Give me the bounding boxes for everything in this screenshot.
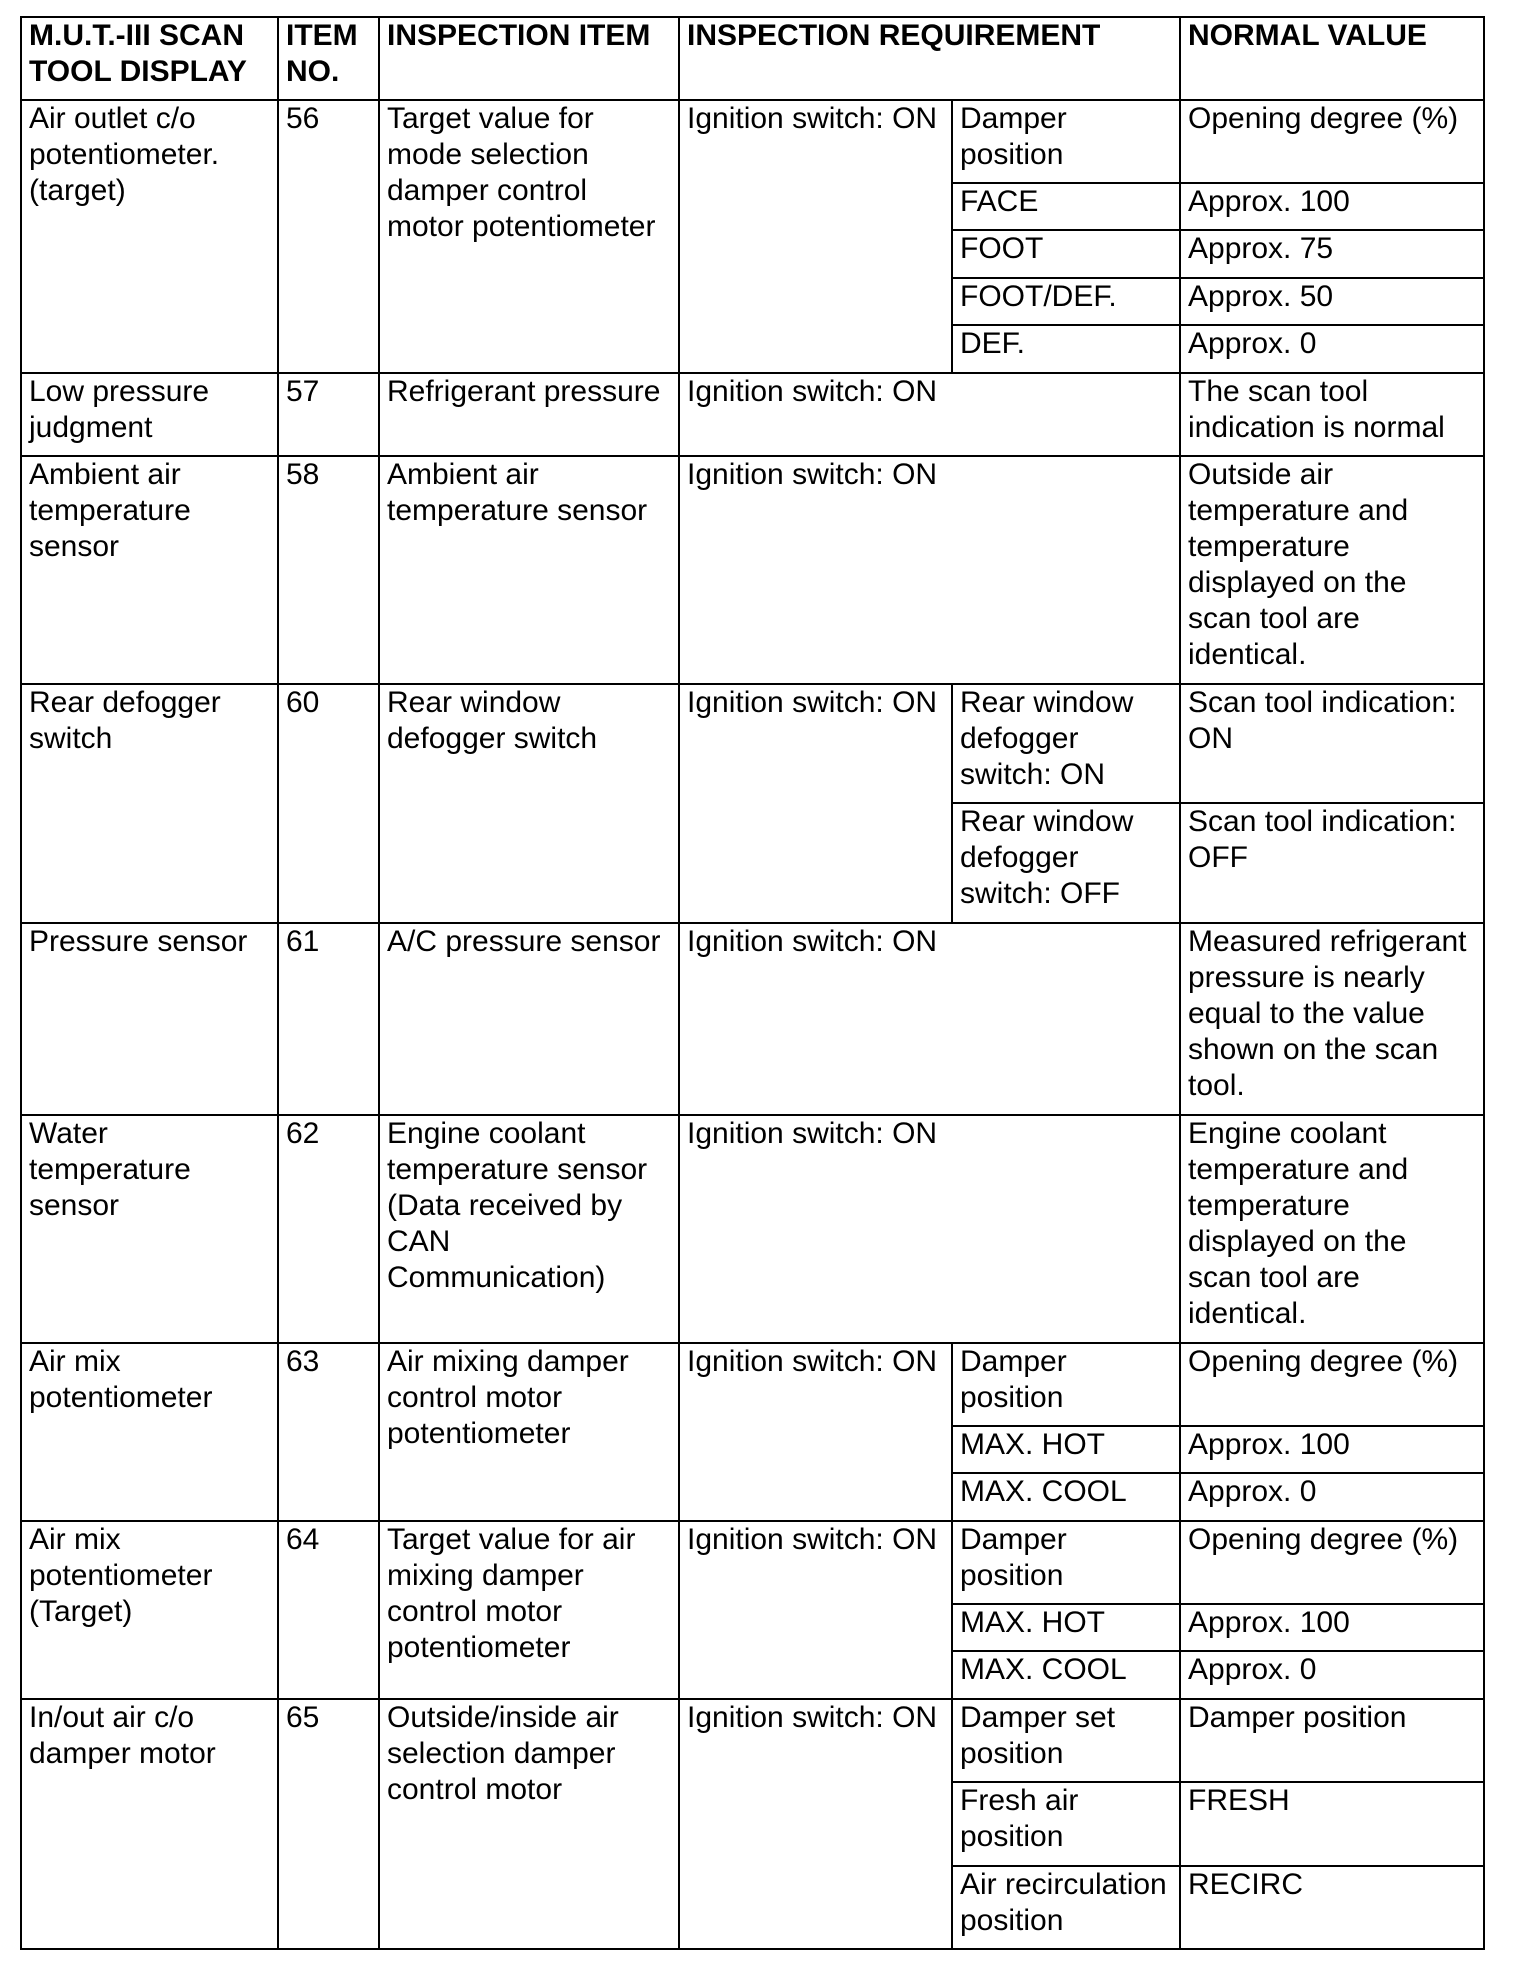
requirement-cell: Ignition switch: ON — [679, 1115, 1180, 1343]
normal-value-cell: Outside air temperature and temperature displayed on the scan tool are identical. — [1180, 456, 1484, 684]
condition-cell: FOOT — [952, 230, 1180, 278]
requirement-cell: Ignition switch: ON — [679, 373, 1180, 456]
table-row — [21, 373, 1484, 456]
condition-cell: Rear window defogger switch: ON — [952, 684, 1180, 803]
normal-value-cell: Opening degree (%) — [1180, 100, 1484, 183]
inspection-item-cell: Outside/inside air selection damper control motor — [379, 1699, 679, 1949]
item-no-cell: 60 — [278, 684, 379, 923]
normal-value-cell: Damper position — [1180, 1699, 1484, 1782]
item-no-cell: 58 — [278, 456, 379, 684]
condition-cell: Damper position — [952, 100, 1180, 183]
header-inspection-requirement: INSPECTION REQUIREMENT — [679, 17, 1180, 100]
table-row — [21, 1699, 1484, 1782]
condition-cell: Fresh air position — [952, 1782, 1180, 1866]
item-no-cell: 61 — [278, 923, 379, 1115]
display-cell: Rear defogger switch — [21, 684, 278, 923]
normal-value-cell: Opening degree (%) — [1180, 1521, 1484, 1604]
condition-cell: MAX. COOL — [952, 1651, 1180, 1699]
table-row — [21, 456, 1484, 684]
condition-cell: Damper set position — [952, 1699, 1180, 1782]
display-cell: Low pressure judgment — [21, 373, 278, 456]
condition-cell: Damper position — [952, 1343, 1180, 1426]
inspection-table — [20, 16, 1485, 1950]
condition-cell: MAX. HOT — [952, 1604, 1180, 1651]
table-row — [21, 100, 1484, 183]
header-item-no: ITEM NO. — [278, 17, 379, 100]
header-inspection-item: INSPECTION ITEM — [379, 17, 679, 100]
normal-value-cell: Scan tool indication: ON — [1180, 684, 1484, 803]
item-no-cell: 62 — [278, 1115, 379, 1343]
requirement-cell: Ignition switch: ON — [679, 1343, 952, 1521]
item-no-cell: 65 — [278, 1699, 379, 1949]
requirement-cell: Ignition switch: ON — [679, 684, 952, 923]
requirement-cell: Ignition switch: ON — [679, 923, 1180, 1115]
inspection-item-cell: Target value for air mixing damper control motor potentiometer — [379, 1521, 679, 1699]
condition-cell: MAX. COOL — [952, 1473, 1180, 1521]
normal-value-cell: Opening degree (%) — [1180, 1343, 1484, 1426]
display-cell: Pressure sensor — [21, 923, 278, 1115]
normal-value-cell: RECIRC — [1180, 1866, 1484, 1949]
normal-value-cell: Approx. 100 — [1180, 1604, 1484, 1651]
inspection-item-cell: Rear window defogger switch — [379, 684, 679, 923]
header-row — [21, 17, 1484, 100]
item-no-cell: 63 — [278, 1343, 379, 1521]
normal-value-cell: FRESH — [1180, 1782, 1484, 1866]
normal-value-cell: Approx. 100 — [1180, 1426, 1484, 1473]
normal-value-cell: Approx. 0 — [1180, 1473, 1484, 1521]
requirement-cell: Ignition switch: ON — [679, 1521, 952, 1699]
header-normal-value: NORMAL VALUE — [1180, 17, 1484, 100]
display-cell: Air mix potentiometer (Target) — [21, 1521, 278, 1699]
normal-value-cell: Measured refrigerant pressure is nearly equal to the value shown on the scan tool. — [1180, 923, 1484, 1115]
condition-cell: Air recirculation position — [952, 1866, 1180, 1949]
table-row — [21, 1521, 1484, 1604]
requirement-cell: Ignition switch: ON — [679, 1699, 952, 1949]
display-cell: Air outlet c/o potentiometer. (target) — [21, 100, 278, 373]
normal-value-cell: Approx. 100 — [1180, 183, 1484, 230]
condition-cell: Damper position — [952, 1521, 1180, 1604]
display-cell: Ambient air temperature sensor — [21, 456, 278, 684]
header-display: M.U.T.-III SCAN TOOL DISPLAY — [21, 17, 278, 100]
normal-value-cell: Approx. 0 — [1180, 325, 1484, 373]
display-cell: In/out air c/o damper motor — [21, 1699, 278, 1949]
display-cell: Water temperature sensor — [21, 1115, 278, 1343]
item-no-cell: 57 — [278, 373, 379, 456]
display-cell: Air mix potentiometer — [21, 1343, 278, 1521]
condition-cell: Rear window defogger switch: OFF — [952, 803, 1180, 923]
item-no-cell: 64 — [278, 1521, 379, 1699]
normal-value-cell: Engine coolant temperature and temperature displayed on the scan tool are identical. — [1180, 1115, 1484, 1343]
requirement-cell: Ignition switch: ON — [679, 456, 1180, 684]
inspection-item-cell: Refrigerant pressure — [379, 373, 679, 456]
condition-cell: MAX. HOT — [952, 1426, 1180, 1473]
normal-value-cell: Approx. 0 — [1180, 1651, 1484, 1699]
condition-cell: DEF. — [952, 325, 1180, 373]
normal-value-cell: Approx. 50 — [1180, 278, 1484, 325]
item-no-cell: 56 — [278, 100, 379, 373]
table-row — [21, 684, 1484, 803]
table-row — [21, 1115, 1484, 1343]
table-row — [21, 923, 1484, 1115]
condition-cell: FACE — [952, 183, 1180, 230]
normal-value-cell: The scan tool indication is normal — [1180, 373, 1484, 456]
inspection-item-cell: Air mixing damper control motor potentiometer — [379, 1343, 679, 1521]
table-row — [21, 1343, 1484, 1426]
inspection-item-cell: Target value for mode selection damper control motor potentiometer — [379, 100, 679, 373]
condition-cell: FOOT/DEF. — [952, 278, 1180, 325]
inspection-item-cell: Ambient air temperature sensor — [379, 456, 679, 684]
normal-value-cell: Scan tool indication: OFF — [1180, 803, 1484, 923]
normal-value-cell: Approx. 75 — [1180, 230, 1484, 278]
inspection-item-cell: Engine coolant temperature sensor (Data received by CAN Communication) — [379, 1115, 679, 1343]
inspection-item-cell: A/C pressure sensor — [379, 923, 679, 1115]
requirement-cell: Ignition switch: ON — [679, 100, 952, 373]
